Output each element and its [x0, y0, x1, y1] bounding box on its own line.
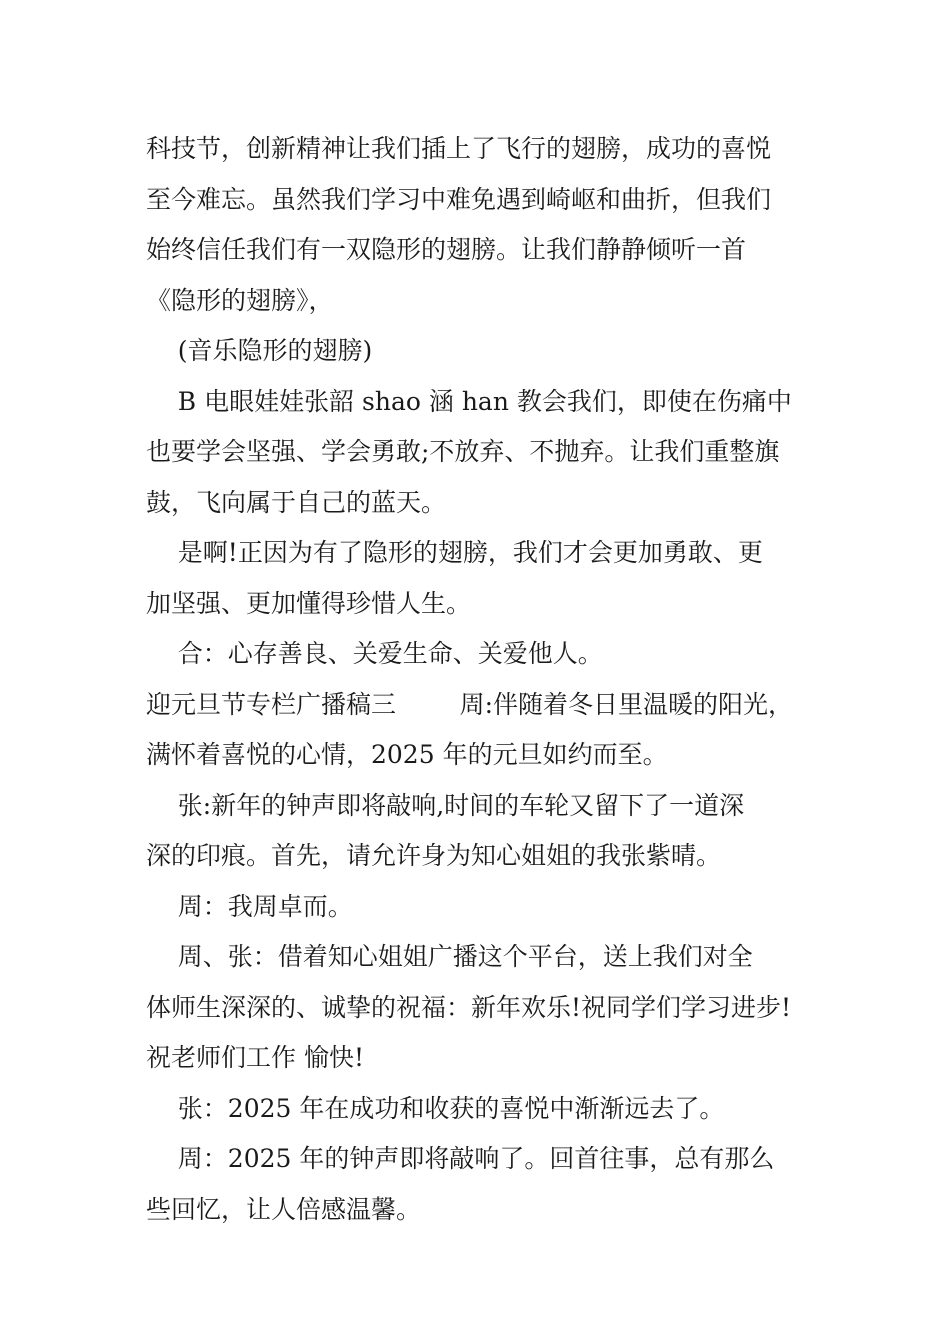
text-line: 是啊!正因为有了隐形的翅膀，我们才会更加勇敢、更: [146, 538, 763, 567]
document-body: [146, 124, 826, 1235]
text-line: 周、张：借着知心姐姐广播这个平台，送上我们对全: [146, 942, 753, 971]
text-line: 始终信任我们有一双隐形的翅膀。让我们静静倾听一首: [146, 235, 747, 264]
text-line: 周：我周卓而。: [146, 891, 353, 921]
text-line: 也要学会坚强、学会勇敢;不放弃、不抛弃。让我们重整旗: [146, 437, 780, 466]
text-line: 周：2025 年的钟声即将敲响了。回首往事，总有那么: [146, 1144, 775, 1173]
text-line: (音乐隐形的翅膀): [146, 336, 373, 365]
text-line: 加坚强、更加懂得珍惜人生。: [146, 588, 472, 618]
text-line: 张:新年的钟声即将敲响,时间的车轮又留下了一道深: [146, 790, 745, 820]
text-line: 满怀着喜悦的心情，2025 年的元旦如约而至。: [146, 740, 668, 769]
text-line: 《隐形的翅膀》，: [146, 285, 334, 315]
text-line: 张：2025 年在成功和收获的喜悦中渐渐远去了。: [146, 1093, 725, 1123]
text-line: 鼓，飞向属于自己的蓝天。: [146, 487, 447, 517]
text-line: 合：心存善良、关爱生命、关爱他人。: [146, 639, 603, 668]
text-line: 些回忆，让人倍感温馨。: [146, 1194, 422, 1224]
text-line: 科技节，创新精神让我们插上了飞行的翅膀，成功的喜悦: [146, 134, 772, 163]
text-line: 至今难忘。虽然我们学习中难免遇到崎岖和曲折，但我们: [146, 184, 772, 214]
text-line: 祝老师们工作 愉快!: [146, 1043, 364, 1072]
text-line: 体师生深深的、诚挚的祝福：新年欢乐!祝同学们学习进步!: [146, 992, 792, 1022]
text-line: 深的印痕。首先，请允许身为知心姐姐的我张紫晴。: [146, 841, 722, 870]
section-heading-line: 迎元旦节专栏广播稿三 周:伴随着冬日里温暖的阳光，: [146, 689, 793, 719]
text-line: B 电眼娃娃张韶 shao 涵 han 教会我们，即使在伤痛中: [146, 386, 792, 416]
